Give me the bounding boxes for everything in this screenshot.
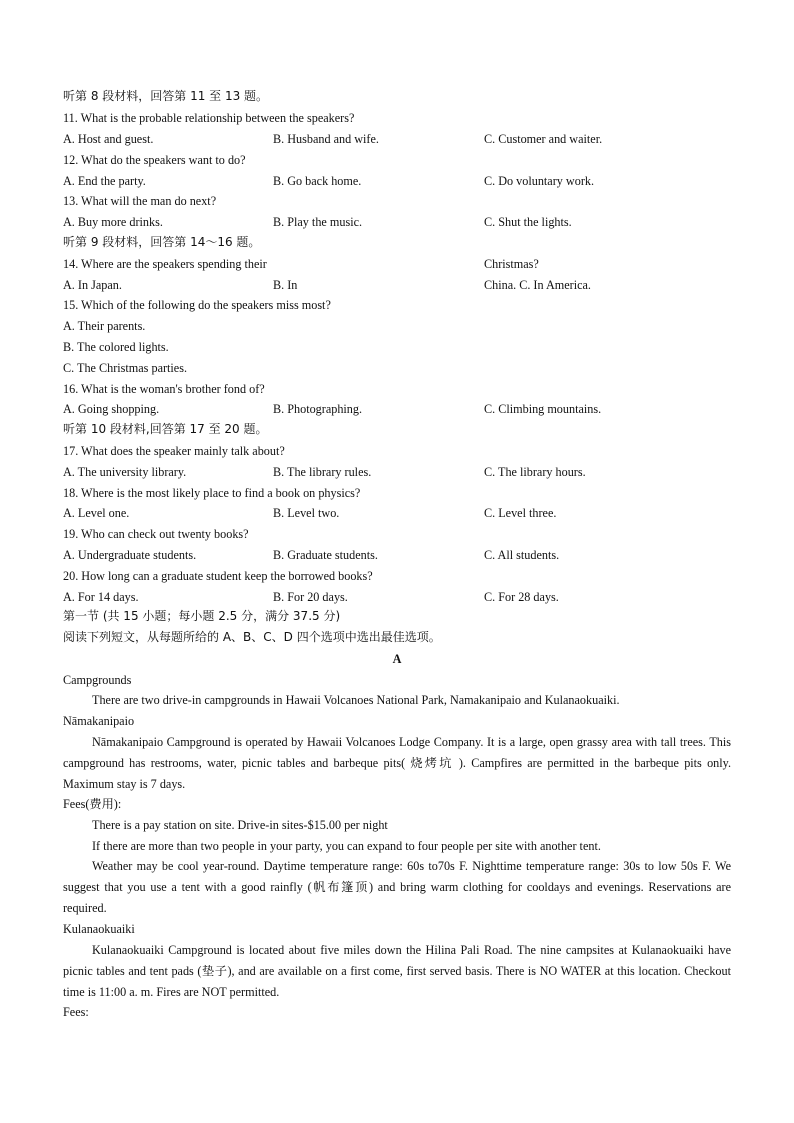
- q15-stem: 15. Which of the following do the speakers miss most?: [63, 298, 331, 312]
- passage-intro: There are two drive-in campgrounds in Hawaii Volcanoes National Park, Namakanipaio and Kulanaokuaiki.: [92, 693, 620, 707]
- q18-option-c: C. Level three.: [484, 506, 557, 520]
- q17-option-a: A. The university library.: [63, 465, 187, 479]
- q11-stem: 11. What is the probable relationship between the speakers?: [63, 111, 355, 125]
- q14-stem-tail: Christmas?: [484, 257, 539, 271]
- section-9-heading: 听第 9 段材料，回答第 14～16 题。: [63, 235, 261, 249]
- q11-option-b: B. Husband and wife.: [273, 132, 379, 146]
- namakanipaio-heading: Nāmakanipaio: [63, 714, 135, 728]
- q14-option-a: A. In Japan.: [63, 278, 122, 292]
- q17-option-b: B. The library rules.: [273, 465, 372, 479]
- reading-section-heading: 第一节 (共 15 小题；每小题 2.5 分，满分 37.5 分): [63, 609, 341, 623]
- q13-stem: 13. What will the man do next?: [63, 194, 217, 208]
- q17-option-c: C. The library hours.: [484, 465, 586, 479]
- q15-option-a: A. Their parents.: [63, 319, 146, 333]
- q14-option-c: China. C. In America.: [484, 278, 591, 292]
- q13-option-b: B. Play the music.: [273, 215, 363, 229]
- q20-option-a: A. For 14 days.: [63, 590, 139, 604]
- q13-option-a: A. Buy more drinks.: [63, 215, 163, 229]
- q20-option-b: B. For 20 days.: [273, 590, 348, 604]
- namakanipaio-weather: Weather may be cool year-round. Daytime temperature range: 60s to70s F. Nighttime temperature range: 30s to low 50s F. We suggest that you use a tent with a good rainfly (帆布篷顶) and bring warm clothing for cooldays and evenings. Reservations are required.: [63, 859, 731, 915]
- q14-option-b: B. In: [273, 278, 298, 292]
- q19-stem: 19. Who can check out twenty books?: [63, 527, 249, 541]
- section-10-heading: 听第 10 段材料,回答第 17 至 20 题。: [63, 422, 268, 436]
- q13-option-c: C. Shut the lights.: [484, 215, 572, 229]
- q18-option-a: A. Level one.: [63, 506, 130, 520]
- kulanaokuaiki-heading: Kulanaokuaiki: [63, 922, 135, 936]
- q16-stem: 16. What is the woman's brother fond of?: [63, 382, 265, 396]
- q16-option-c: C. Climbing mountains.: [484, 402, 602, 416]
- passage-letter: A: [392, 652, 402, 666]
- q12-option-a: A. End the party.: [63, 174, 146, 188]
- q20-stem: 20. How long can a graduate student keep the borrowed books?: [63, 569, 373, 583]
- q12-option-c: C. Do voluntary work.: [484, 174, 595, 188]
- q16-option-a: A. Going shopping.: [63, 402, 160, 416]
- q12-stem: 12. What do the speakers want to do?: [63, 153, 246, 167]
- q14-stem: 14. Where are the speakers spending their: [63, 257, 267, 271]
- q19-option-c: C. All students.: [484, 548, 560, 562]
- namakanipaio-description: Nāmakanipaio Campground is operated by Hawaii Volcanoes Lodge Company. It is a large, open grassy area with tall trees. This campground has restrooms, water, picnic tables and barbeque pits( 烧烤坑 ). Campfires are permitted in the barbeque pits only. Maximum stay is 7 days.: [63, 735, 731, 791]
- q19-option-b: B. Graduate students.: [273, 548, 378, 562]
- q11-option-c: C. Customer and waiter.: [484, 132, 603, 146]
- namakanipaio-fee-party: If there are more than two people in your party, you can expand to four people per site with another tent.: [92, 839, 601, 853]
- namakanipaio-fees-heading: Fees(费用):: [63, 797, 122, 811]
- section-8-heading: 听第 8 段材料，回答第 11 至 13 题。: [63, 89, 269, 103]
- q18-option-b: B. Level two.: [273, 506, 340, 520]
- q12-option-b: B. Go back home.: [273, 174, 362, 188]
- kulanaokuaiki-description: Kulanaokuaiki Campground is located about five miles down the Hilina Pali Road. The nine campsites at Kulanaokuaiki have picnic tables and tent pads (垫子), and are available on a first come, first served basis. There is NO WATER at this location. Checkout time is 11:00 a. m. Fires are NOT permitted.: [63, 943, 731, 999]
- q11-option-a: A. Host and guest.: [63, 132, 154, 146]
- namakanipaio-fee-rate: There is a pay station on site. Drive-in sites-$15.00 per night: [92, 818, 388, 832]
- q17-stem: 17. What does the speaker mainly talk about?: [63, 444, 285, 458]
- q20-option-c: C. For 28 days.: [484, 590, 559, 604]
- q18-stem: 18. Where is the most likely place to find a book on physics?: [63, 486, 361, 500]
- reading-instruction: 阅读下列短文，从每题所给的 A、B、C、D 四个选项中选出最佳选项。: [63, 630, 441, 644]
- kulanaokuaiki-fees-heading: Fees:: [63, 1005, 89, 1019]
- passage-title: Campgrounds: [63, 673, 132, 687]
- q16-option-b: B. Photographing.: [273, 402, 363, 416]
- q15-option-c: C. The Christmas parties.: [63, 361, 188, 375]
- q19-option-a: A. Undergraduate students.: [63, 548, 197, 562]
- q15-option-b: B. The colored lights.: [63, 340, 169, 354]
